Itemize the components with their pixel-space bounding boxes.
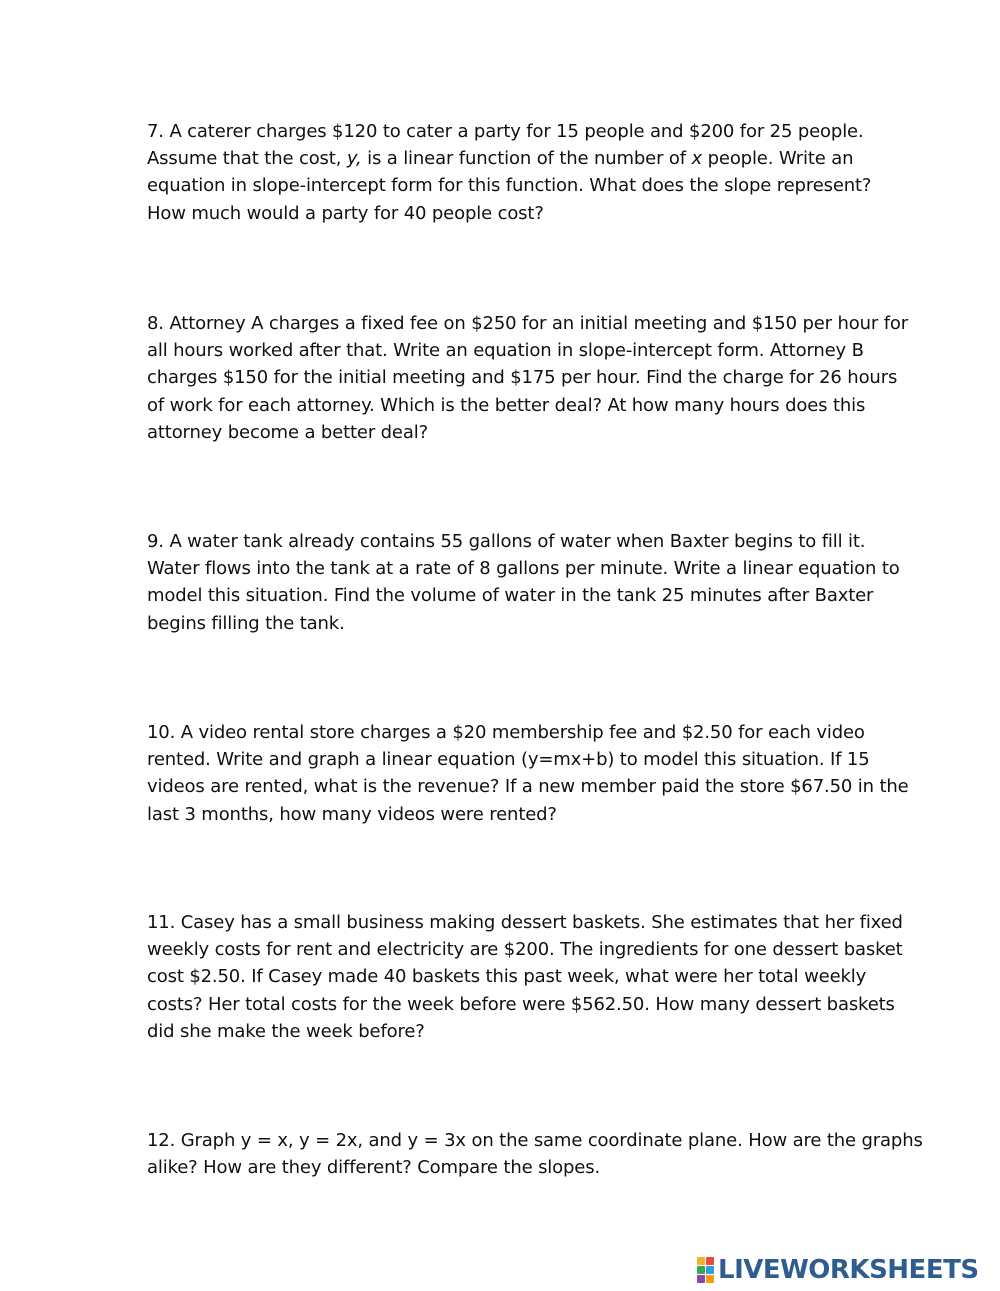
logo-block [697, 1266, 705, 1274]
variable-x: x [691, 148, 703, 170]
problem-11: 11. Casey has a small business making dessert baskets. She estimates that her fixed weekly costs for rent and electricity are $200. The ingredients for one dessert basket cost $2.50. If Casey made 40 baskets this past week, what were her total weekly costs? Her total costs for the week before were $562.50. How many dessert baskets did she make the week before? [147, 912, 903, 1042]
logo-block [697, 1275, 705, 1283]
variable-y: y, [346, 148, 362, 170]
problem-7 [147, 118, 962, 227]
problem-7-text-a: 7. A caterer charges $120 to cater a party for 15 people and $200 for 25 people. Assume that the cost, [147, 121, 864, 170]
logo-blocks-icon [697, 1257, 714, 1283]
logo-block [706, 1266, 714, 1274]
problem-12: 12. Graph y = x, y = 2x, and y = 3x on the same coordinate plane. How are the graphs alike? How are they different? Compare the slopes. [147, 1130, 923, 1179]
problem-10: 10. A video rental store charges a $20 membership fee and $2.50 for each video rented. Write and graph a linear equation (y=mx+b) to model this situation. If 15 videos are rented, what is the revenue? If a new member paid the store $67.50 in the last 3 months, how many videos were rented? [147, 722, 909, 825]
logo-text: LIVEWORKSHEETS [718, 1255, 979, 1285]
liveworksheets-logo [697, 1255, 979, 1285]
logo-block [697, 1257, 705, 1265]
problem-8: 8. Attorney A charges a fixed fee on $250 for an initial meeting and $150 per hour for all hours worked after that. Write an equation in slope-intercept form. Attorney B charges $150 for the initial meeting and $175 per hour. Find the charge for 26 hours of work for each attorney. Which is the better deal? At how many hours does this attorney become a better deal? [147, 313, 908, 443]
problem-9: 9. A water tank already contains 55 gallons of water when Baxter begins to fill it. Water flows into the tank at a rate of 8 gallons per minute. Write a linear equation to model this situation. Find the volume of water in the tank 25 minutes after Baxter begins filling the tank. [147, 531, 900, 634]
problem-7-text-c: people. Write an equation in slope-intercept form for this function. What does the slope represent? How much would a party for 40 people cost? [147, 148, 872, 224]
problem-7-text-b: is a linear function of the number of [361, 148, 692, 170]
logo-block [706, 1257, 714, 1265]
logo-block [706, 1275, 714, 1283]
